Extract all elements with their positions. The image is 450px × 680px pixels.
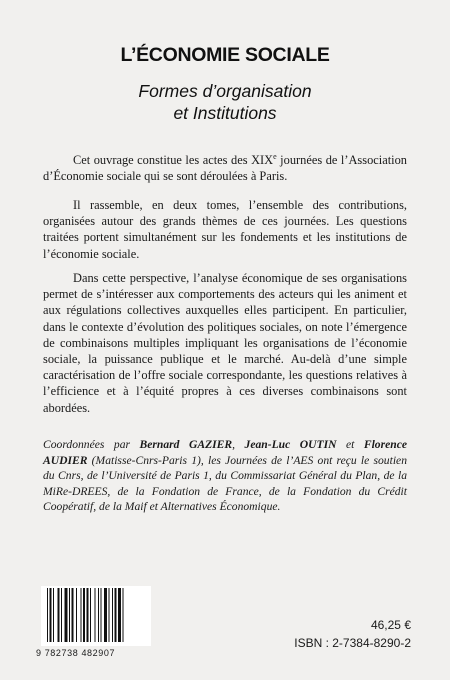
credits-sep-2: et: [336, 438, 364, 451]
p1-superscript: e: [273, 152, 277, 161]
paragraph-2: [43, 197, 407, 262]
p1-text-b: journées de l’Association d’Économie sociale qui se sont déroulées à Paris.: [43, 153, 407, 184]
book-subtitle: [0, 80, 450, 124]
paragraph-3: [43, 270, 407, 416]
barcode: [41, 586, 151, 646]
p1-text-a: Cet ouvrage constitue les actes des XIX: [73, 153, 274, 168]
p2-text: Il rassemble, en deux tomes, l’ensemble des contributions, organisées autour des grands thèmes de ces journées. Les questions traitées portent simultanément sur les fondements et les institutions de l’économie sociale.: [43, 198, 407, 261]
credits-name-1: Bernard GAZIER: [139, 438, 233, 451]
subtitle-line-1: Formes d’organisation: [138, 81, 312, 101]
subtitle-line-2: et Institutions: [173, 103, 277, 123]
credits-name-2: Jean-Luc OUTIN: [244, 438, 337, 451]
credits-sep-1: ,: [232, 438, 245, 451]
credits-paragraph: [43, 437, 407, 515]
barcode-number: 9 782738 482907: [36, 648, 116, 658]
book-title: L’ÉCONOMIE SOCIALE: [120, 44, 330, 66]
credits-rest: (Matisse-Cnrs-Paris 1), les Journées de l’AES ont reçu le soutien du Cnrs, de l’Université de Paris 1, du Commissariat Général du Plan, de la MiRe-DREES, de la Fondation de France, de la Fondation du Crédit Coopératif, de la Maif et Alternatives Économique.: [43, 453, 407, 513]
credits-intro: Coordonnées par: [43, 438, 140, 451]
p3-text: Dans cette perspective, l’analyse économique de ses organisations permet de s’intéresser aux comportements des acteurs qui les animent et aux régulations collectives auxquelles elles participent. En particulier, dans le contexte d’évolution des politiques sociales, on note l’émergence de combinaisons multiples impliquant les organisations de l’économie sociale, la puissance publique et le marché. Au-delà d’une simple caractérisation de l’offre sociale correspondante, les questions relatives à l’efficience et à l’équité propres à ces diverses combinaisons sont abordées.: [43, 271, 407, 415]
credits-name-3: Florence AUDIER: [43, 438, 407, 467]
price: 46,25 €: [370, 618, 411, 632]
paragraph-1: [43, 149, 407, 185]
isbn: ISBN : 2-7384-8290-2: [294, 636, 411, 650]
